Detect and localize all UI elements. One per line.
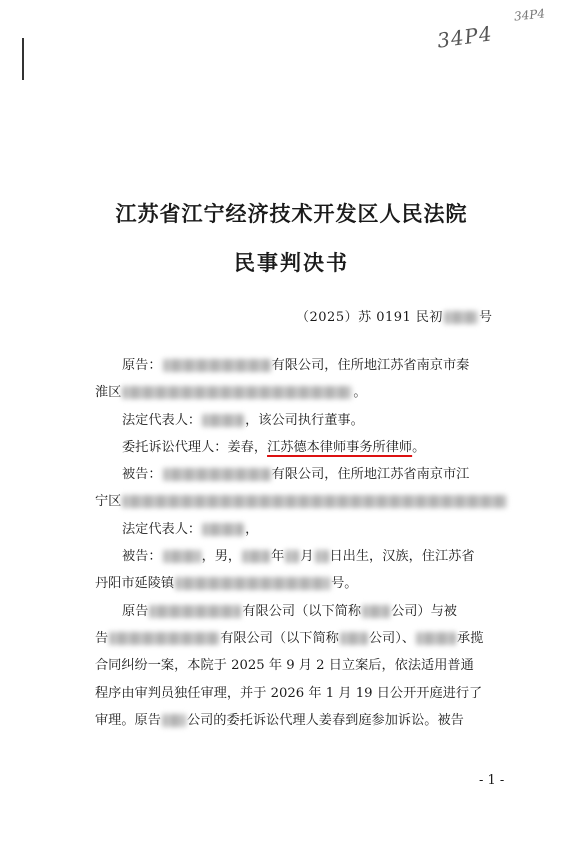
- document-body: [95, 352, 515, 734]
- case-description-line-3: 合同纠纷一案，本院于 2025 年 9 月 2 日立案后，依法适用普通: [95, 658, 474, 674]
- redacted-text: [122, 495, 507, 508]
- defendant1-address-line: 宁区: [95, 488, 515, 515]
- redacted-text: [444, 311, 478, 324]
- redacted-text: [202, 414, 244, 427]
- defendant1-line: 被告： 有限公司，住所地江苏省南京市江: [122, 467, 470, 483]
- case-number: （2025）苏 0191 民初 号: [296, 310, 493, 325]
- case-description-line-1: 原告 有限公司（以下简称 公司）与被: [122, 603, 457, 619]
- margin-mark: [22, 38, 24, 80]
- redacted-text: [162, 714, 186, 727]
- plaintiff-address-line: 淮区 。: [95, 385, 367, 401]
- redacted-text: [340, 632, 368, 645]
- redacted-text: [285, 550, 299, 563]
- page-number: - 1 -: [479, 773, 505, 788]
- handwritten-note-small: 34P4: [513, 6, 546, 24]
- case-description-line-5: 审理。原告 公司的委托诉讼代理人姜春到庭参加诉讼。被告: [95, 712, 464, 728]
- redacted-text: [362, 605, 390, 618]
- redacted-text: [163, 550, 201, 563]
- case-description-line-4: 程序由审判员独任审理，并于 2026 年 1 月 19 日公开开庭进行了: [95, 685, 483, 701]
- document-title: 民事判决书: [234, 250, 349, 275]
- redacted-text: [175, 577, 330, 590]
- redacted-text: [163, 468, 271, 481]
- redacted-text: [149, 605, 241, 618]
- redacted-text: [242, 550, 270, 563]
- redacted-text: [315, 550, 329, 563]
- handwritten-note: 34P4: [435, 21, 495, 53]
- court-title: 江苏省江宁经济技术开发区人民法院: [115, 201, 468, 226]
- case-description-line-2: 告 有限公司（以下简称 公司）、 承揽: [95, 630, 484, 646]
- redacted-text: [416, 632, 456, 645]
- redacted-text: [163, 359, 271, 372]
- redacted-text: [122, 386, 352, 399]
- redacted-text: [202, 523, 244, 536]
- defendant2-line: 被告： ，男， 年 月 日出生，汉族，住江苏省: [122, 549, 475, 565]
- law-firm-name: 江苏德本律师事务所律师: [267, 439, 413, 455]
- plaintiff-line: 原告： 有限公司，住所地江苏省南京市秦: [122, 358, 470, 373]
- plaintiff-representative-line: 法定代表人： ，该公司执行董事。: [122, 412, 364, 428]
- defendant2-address-line: 丹阳市延陵镇 号。: [95, 576, 358, 592]
- agent-line: 委托诉讼代理人：姜春，江苏德本律师事务所律师。: [122, 439, 426, 455]
- defendant1-representative-line: 法定代表人： ，: [122, 521, 259, 537]
- redacted-text: [109, 632, 219, 645]
